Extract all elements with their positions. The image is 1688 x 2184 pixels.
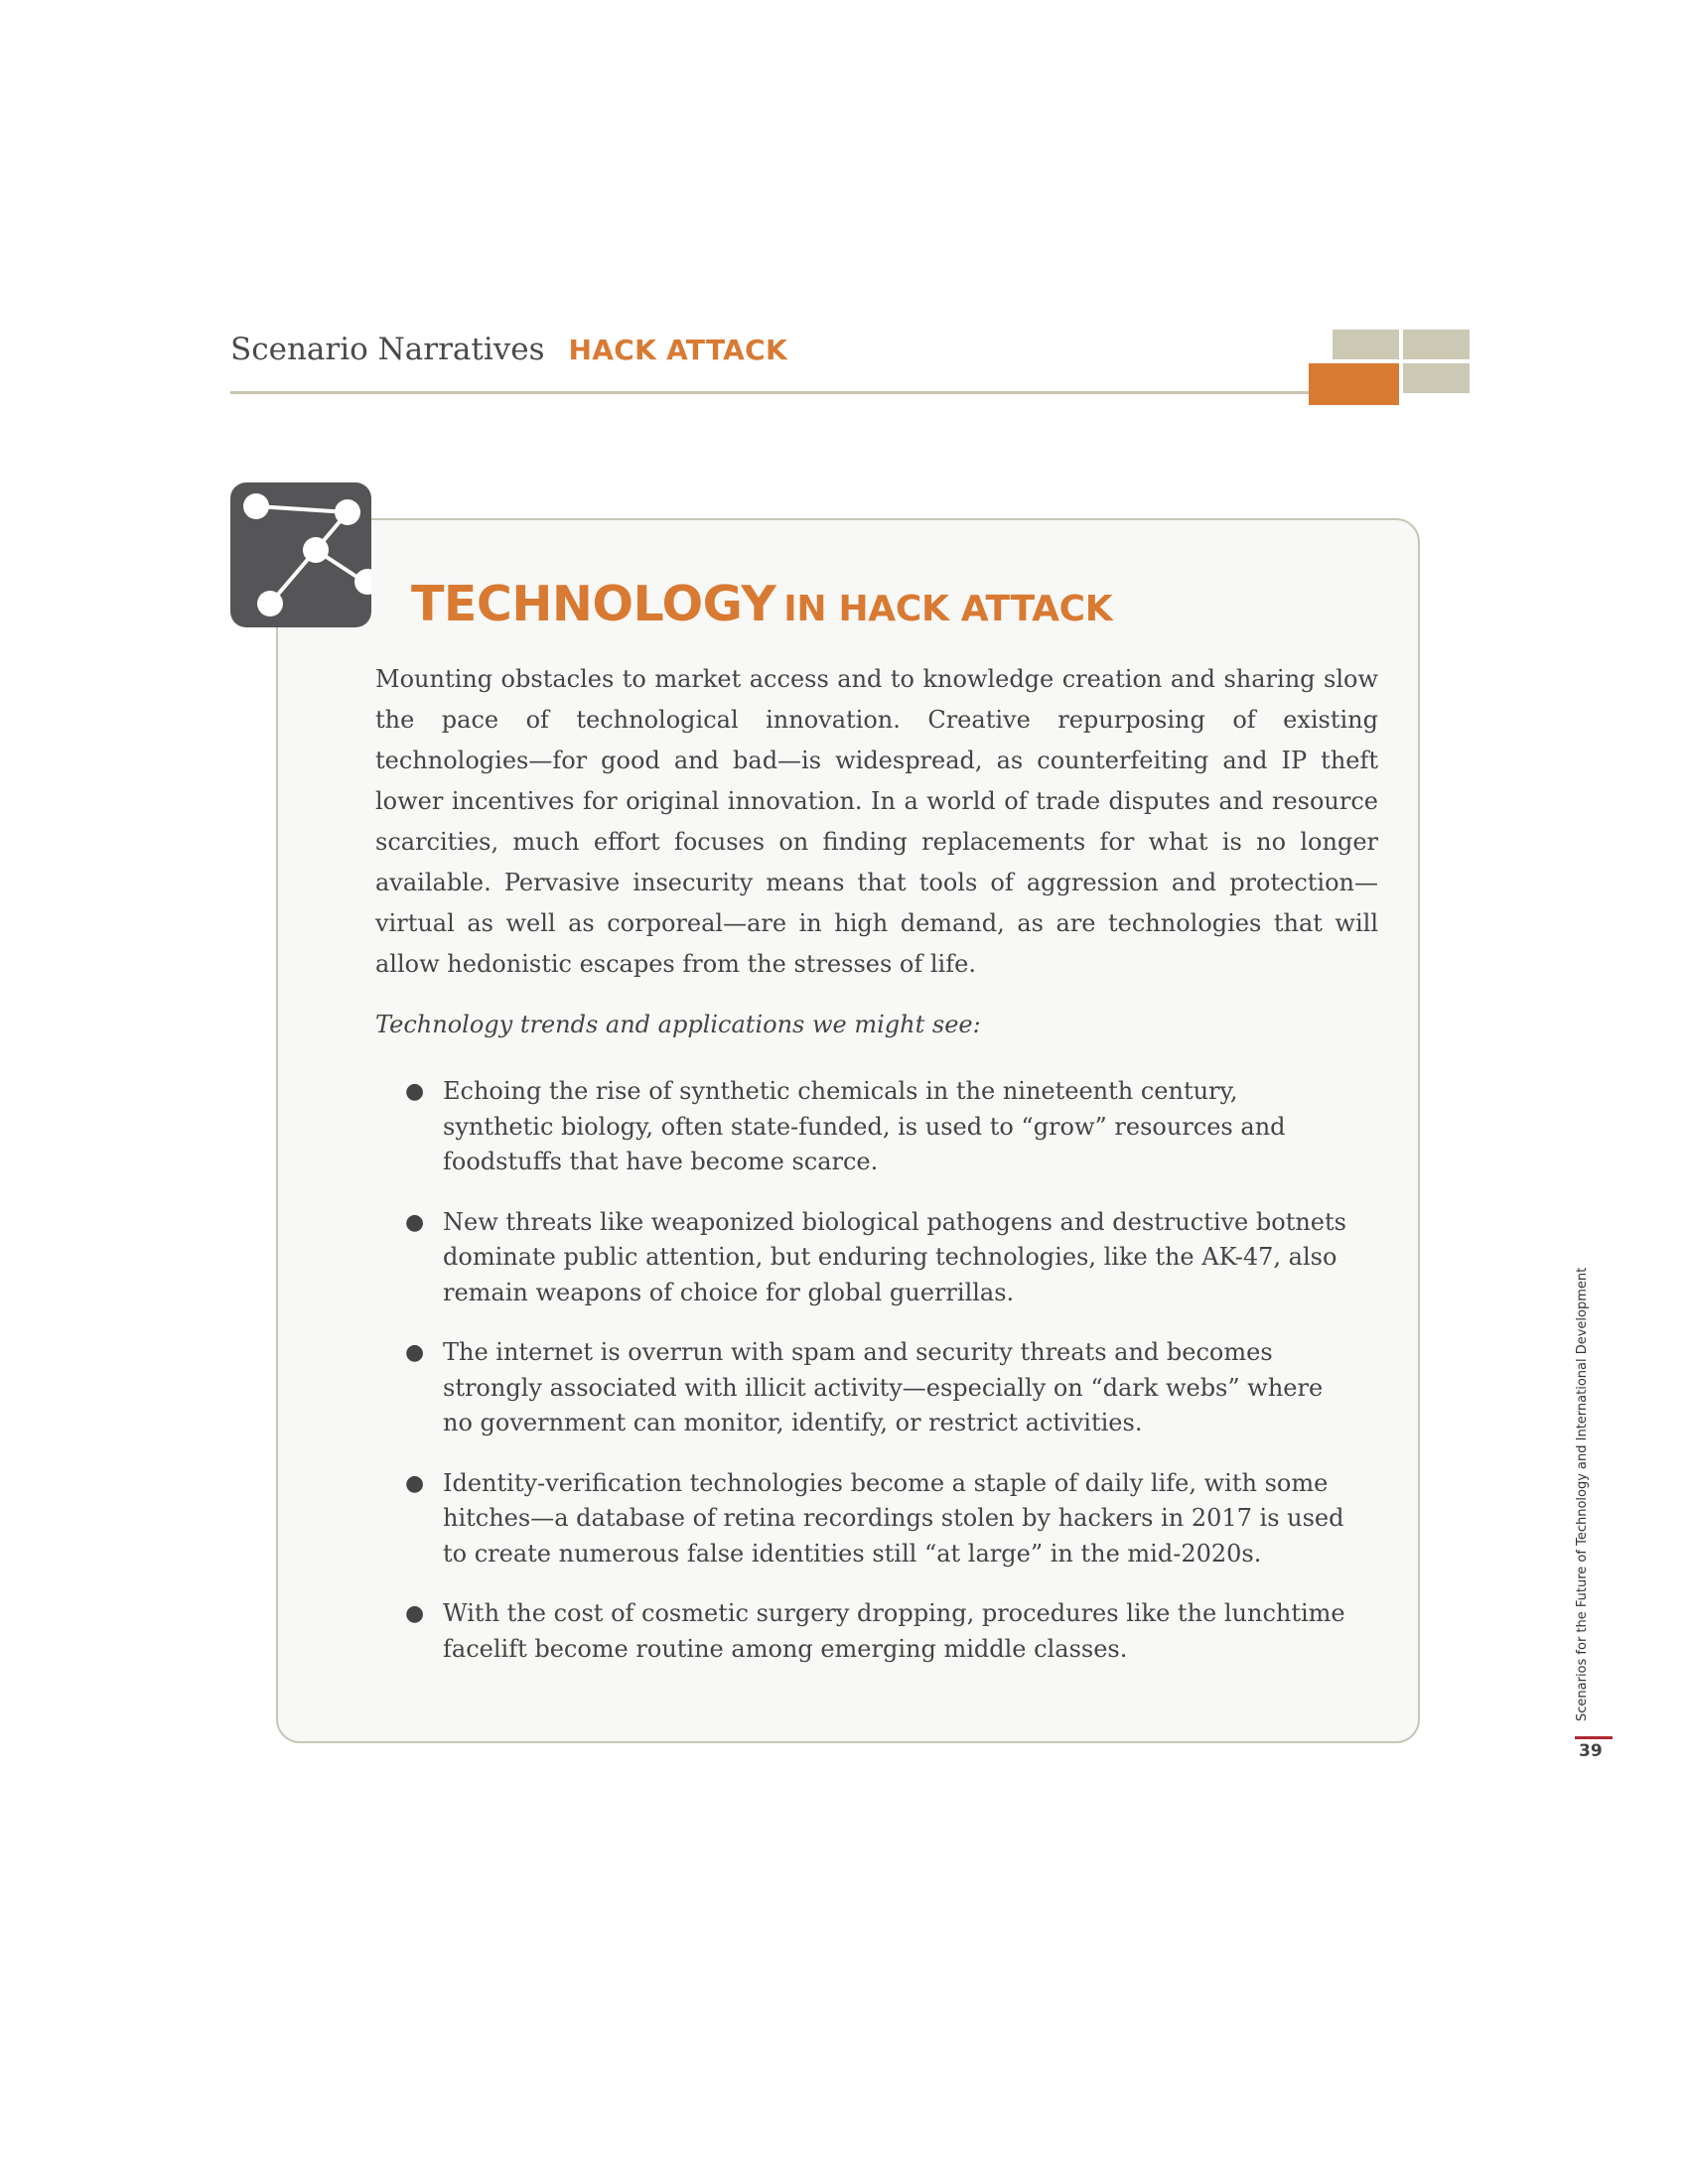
trend-text: With the cost of cosmetic surgery dropping, procedures like the lunchtime facelift become routine among emerging middle classes. bbox=[443, 1599, 1345, 1663]
header-decorative-blocks bbox=[1309, 330, 1472, 405]
trend-text: The internet is overrun with spam and security threats and becomes strongly associated with illicit activity—especially on “dark webs” where no government can monitor, identify, or restrict activities. bbox=[443, 1338, 1324, 1436]
publication-title-vertical: Scenarios for the Future of Technology and International Development bbox=[1575, 1267, 1590, 1721]
decorative-block bbox=[1403, 363, 1470, 393]
list-item bbox=[375, 1466, 1348, 1572]
running-header bbox=[230, 332, 787, 391]
list-item bbox=[375, 1074, 1348, 1180]
bullet-icon: ● bbox=[405, 1601, 425, 1626]
decorative-block bbox=[1403, 330, 1470, 359]
bullet-icon: ● bbox=[405, 1209, 425, 1235]
network-nodes-icon bbox=[230, 482, 371, 627]
trend-text: New threats like weaponized biological pathogens and destructive botnets dominate public attention, but enduring technologies, like the AK-47, also remain weapons of choice for global guerrillas. bbox=[443, 1207, 1346, 1306]
list-item bbox=[375, 1335, 1348, 1441]
box-title-main: TECHNOLOGY bbox=[411, 576, 776, 632]
bullet-icon: ● bbox=[405, 1079, 425, 1104]
box-title-sub: IN HACK ATTACK bbox=[783, 589, 1113, 629]
header-section-title: Scenario Narratives bbox=[230, 332, 545, 367]
header-rule bbox=[230, 391, 1309, 394]
trend-text: Echoing the rise of synthetic chemicals in the nineteenth century, synthetic biology, often state-funded, is used to “grow” resources and foodstuffs that have become scarce. bbox=[443, 1077, 1286, 1175]
trends-list bbox=[375, 1074, 1348, 1692]
box-title bbox=[411, 576, 1112, 632]
intro-paragraph: Mounting obstacles to market access and to knowledge creation and sharing slow the pace of technological innovation. Creative repurposing of existing technologies—for good and bad—is widespread, as counterfeiting and IP theft lower incentives for original innovation. In a world of trade disputes and resource scarcities, much effort focuses on finding replacements for what is no longer available. Pervasive insecurity means that tools of aggression and protection—virtual as well as corporeal—are in high demand, as are technologies that will allow hedonistic escapes from the stresses of life. bbox=[375, 665, 1378, 978]
decorative-block bbox=[1333, 330, 1399, 359]
trends-heading: Technology trends and applications we might see: bbox=[375, 1011, 981, 1038]
header-scenario-title: HACK ATTACK bbox=[568, 334, 787, 366]
list-item bbox=[375, 1205, 1348, 1311]
bullet-icon: ● bbox=[405, 1340, 425, 1365]
decorative-block-accent bbox=[1309, 363, 1399, 405]
list-item bbox=[375, 1596, 1348, 1667]
bullet-icon: ● bbox=[405, 1470, 425, 1496]
page-number: 39 bbox=[1579, 1741, 1603, 1761]
trend-text: Identity-verification technologies become a staple of daily life, with some hitches—a database of retina recordings stolen by hackers in 2017 is used to create numerous false identities still “at large” in the mid-2020s. bbox=[443, 1468, 1344, 1568]
page-number-rule bbox=[1575, 1736, 1613, 1739]
